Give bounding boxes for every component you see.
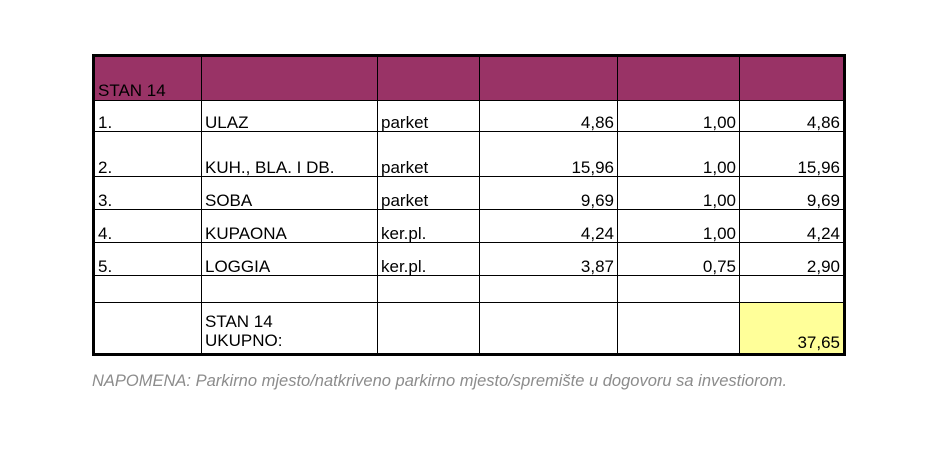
total-label-line1: STAN 14 bbox=[205, 311, 273, 331]
table-row bbox=[94, 243, 845, 276]
table-row bbox=[94, 177, 845, 210]
coefficient-value: 1,00 bbox=[618, 177, 740, 210]
row-number: 4. bbox=[94, 210, 202, 243]
empty-cell bbox=[618, 303, 740, 355]
coefficient-value: 1,00 bbox=[618, 210, 740, 243]
empty-cell bbox=[202, 276, 378, 303]
empty-cell bbox=[94, 276, 202, 303]
area-value: 15,96 bbox=[480, 132, 618, 177]
area-value: 3,87 bbox=[480, 243, 618, 276]
room-name: KUPAONA bbox=[202, 210, 378, 243]
floor-type: parket bbox=[378, 177, 480, 210]
coefficient-value: 1,00 bbox=[618, 132, 740, 177]
area-value: 9,69 bbox=[480, 177, 618, 210]
room-name: LOGGIA bbox=[202, 243, 378, 276]
table-header-row bbox=[94, 56, 845, 101]
floor-type: ker.pl. bbox=[378, 210, 480, 243]
total-row bbox=[94, 303, 845, 355]
table-row bbox=[94, 210, 845, 243]
empty-cell bbox=[618, 276, 740, 303]
row-number: 3. bbox=[94, 177, 202, 210]
header-cell bbox=[480, 56, 618, 101]
coefficient-value: 1,00 bbox=[618, 101, 740, 132]
net-area-value: 15,96 bbox=[740, 132, 845, 177]
area-table bbox=[92, 54, 846, 356]
table-row bbox=[94, 132, 845, 177]
empty-cell bbox=[94, 303, 202, 355]
net-area-value: 2,90 bbox=[740, 243, 845, 276]
row-number: 1. bbox=[94, 101, 202, 132]
net-area-value: 4,86 bbox=[740, 101, 845, 132]
empty-cell bbox=[480, 303, 618, 355]
total-label-line2: UKUPNO: bbox=[205, 331, 283, 351]
empty-cell bbox=[740, 276, 845, 303]
table-row bbox=[94, 101, 845, 132]
total-label bbox=[202, 303, 378, 355]
header-title: STAN 14 bbox=[94, 56, 202, 101]
empty-cell bbox=[378, 276, 480, 303]
room-name: SOBA bbox=[202, 177, 378, 210]
header-cell bbox=[740, 56, 845, 101]
floor-type: ker.pl. bbox=[378, 243, 480, 276]
room-name: ULAZ bbox=[202, 101, 378, 132]
floor-type: parket bbox=[378, 132, 480, 177]
header-cell bbox=[378, 56, 480, 101]
area-value: 4,86 bbox=[480, 101, 618, 132]
room-name: KUH., BLA. I DB. bbox=[202, 132, 378, 177]
total-value: 37,65 bbox=[740, 303, 845, 355]
footnote: NAPOMENA: Parkirno mjesto/natkriveno parkirno mjesto/spremište u dogovoru sa investiorom. bbox=[92, 372, 788, 390]
coefficient-value: 0,75 bbox=[618, 243, 740, 276]
row-number: 5. bbox=[94, 243, 202, 276]
net-area-value: 4,24 bbox=[740, 210, 845, 243]
empty-cell bbox=[378, 303, 480, 355]
header-cell bbox=[202, 56, 378, 101]
floor-type: parket bbox=[378, 101, 480, 132]
row-number: 2. bbox=[94, 132, 202, 177]
header-cell bbox=[618, 56, 740, 101]
empty-cell bbox=[480, 276, 618, 303]
empty-row bbox=[94, 276, 845, 303]
net-area-value: 9,69 bbox=[740, 177, 845, 210]
area-value: 4,24 bbox=[480, 210, 618, 243]
